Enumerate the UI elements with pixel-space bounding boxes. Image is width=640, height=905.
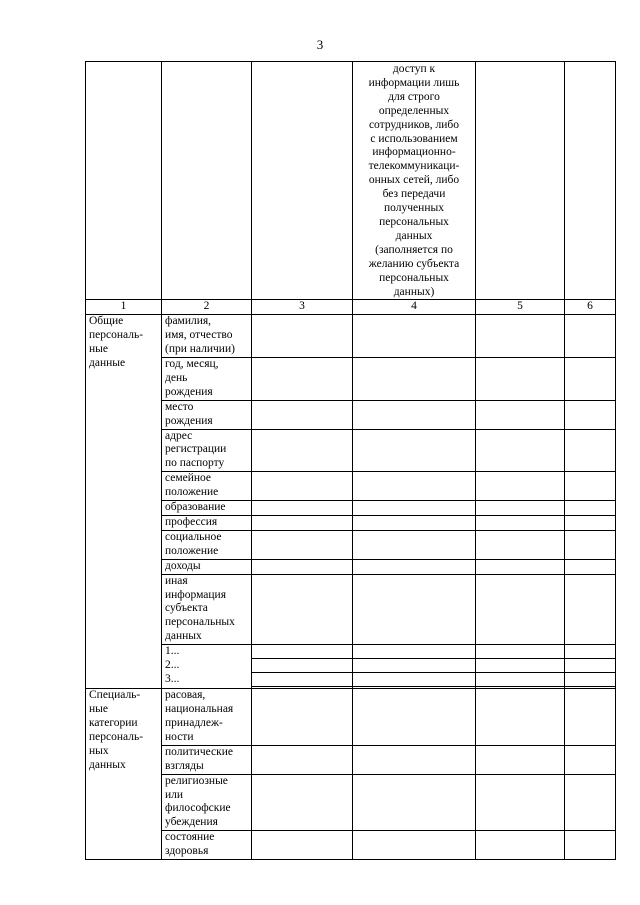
table-row: [86, 745, 616, 774]
data-category: доходы: [162, 559, 252, 574]
header-cell-1: [86, 62, 162, 300]
data-category: социальное положение: [162, 530, 252, 559]
column-number: 5: [476, 300, 565, 315]
data-category: расовая, национальная принадлеж- ности: [162, 689, 252, 746]
data-category: место рождения: [162, 400, 252, 429]
table-row: [86, 574, 616, 645]
data-category: религиозные или философские убеждения: [162, 774, 252, 831]
data-category: фамилия, имя, отчество (при наличии): [162, 315, 252, 358]
table-row: [86, 645, 616, 659]
group-label-special: Специаль- ные категории персональ- ных данных: [86, 689, 162, 860]
table-row: [86, 472, 616, 501]
data-category: адрес регистрации по паспорту: [162, 429, 252, 472]
group-label-general: Общие персональ- ные данные: [86, 315, 162, 689]
data-category: профессия: [162, 516, 252, 531]
data-category: год, месяц, день рождения: [162, 358, 252, 401]
column-number: 1: [86, 300, 162, 315]
table-row: [86, 501, 616, 516]
header-cell-4: доступ к информации лишь для строго определенных сотрудников, либо с использованием информационно- телекоммуникаци- онных сетей, либо без передачи полученных персональных данных (заполняется по желанию субъекта персональных данных): [353, 62, 476, 300]
table-row: [86, 831, 616, 860]
data-category: политические взгляды: [162, 745, 252, 774]
header-cell-3: [252, 62, 353, 300]
table-row: [86, 400, 616, 429]
column-number: 2: [162, 300, 252, 315]
table-row: [86, 530, 616, 559]
page-number: 3: [316, 37, 324, 52]
header-cell-2: [162, 62, 252, 300]
data-category: образование: [162, 501, 252, 516]
column-number: 3: [252, 300, 353, 315]
table-row: [86, 358, 616, 401]
table-row: [86, 315, 616, 358]
table-row: [86, 774, 616, 831]
column-number: 6: [565, 300, 616, 315]
data-category: иная информация субъекта персональных данных: [162, 574, 252, 645]
data-category: семейное положение: [162, 472, 252, 501]
data-category: состояние здоровья: [162, 831, 252, 860]
header-cell-6: [565, 62, 616, 300]
table-row: [86, 689, 616, 746]
numbered-items: 1... 2... 3...: [162, 645, 252, 689]
table-row: [86, 516, 616, 531]
table-header-row: [86, 62, 616, 300]
header-cell-5: [476, 62, 565, 300]
column-number: 4: [353, 300, 476, 315]
table-row: [86, 429, 616, 472]
column-number-row: [86, 300, 616, 315]
personal-data-table: [85, 61, 616, 860]
table-row: [86, 559, 616, 574]
